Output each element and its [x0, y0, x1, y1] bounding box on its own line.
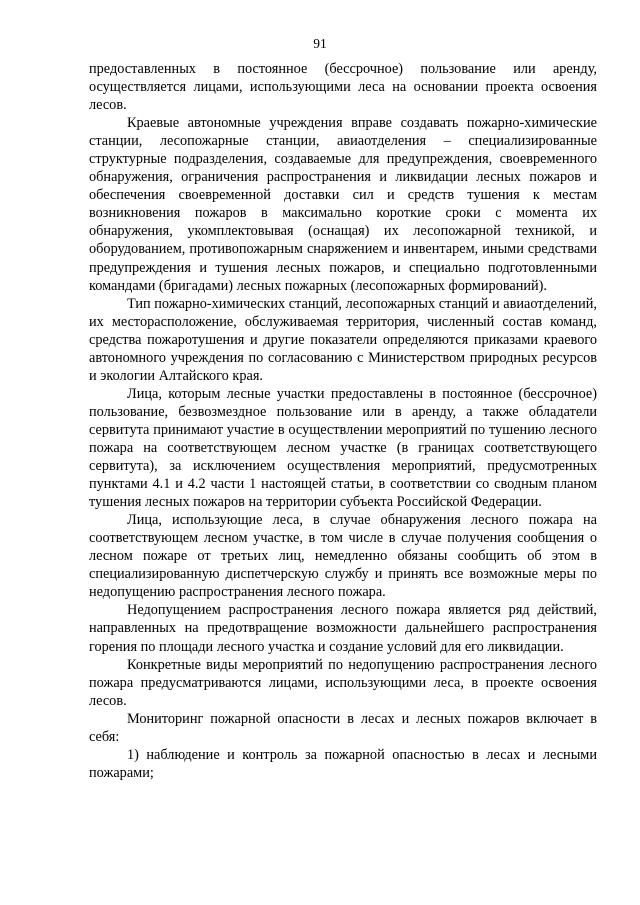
- document-body: [89, 60, 597, 782]
- paragraph-fire-detection: Лица, использующие леса, в случае обнаружения лесного пожара на соответствующем лесном участке, в том числе в случае получения сообщения о лесном пожаре от третьих лиц, немедленно обязаны сообщить об этом в специализированную диспетчерскую службу и принять все возможные меры по недопущению распространения лесного пожара.: [89, 512, 597, 601]
- page-number: 91: [313, 36, 327, 51]
- paragraph-plot-users: Лица, которым лесные участки предоставлены в постоянное (бессрочное) пользование, безвозмездное пользование или в аренду, а также обладатели сервитута принимают участие в осуществлении мероприятий по тушению лесного пожара на соответствующем лесном участке (в границах соответствующего сервитута), за исключением осуществления мероприятий, предусмотренных пунктами 4.1 и 4.2 части 1 настоящей статьи, в соответствии со сводным планом тушения лесных пожаров на территории субъекта Российской Федерации.: [89, 385, 597, 511]
- list-item-1: 1) наблюдение и контроль за пожарной опасностью в лесах и лесными пожарами;: [89, 746, 597, 781]
- paragraph-continuation: предоставленных в постоянное (бессрочное) пользование или аренду, осуществляется лицами, использующими леса на основании проекта освоения лесов.: [89, 61, 597, 114]
- paragraph-specific-measures: Конкретные виды мероприятий по недопущению распространения лесного пожара предусматриваются лицами, использующими леса, в проекте освоения лесов.: [89, 656, 597, 709]
- paragraph-autonomous-institutions: Краевые автономные учреждения вправе создавать пожарно-химические станции, лесопожарные станции, авиаотделения – специализированные структурные подразделения, создаваемые для предупреждения, своевременного обнаружения, ограничения распространения и ликвидации лесных пожаров и обеспечения своевременной доставки сил и средств тушения к местам возникновения пожаров в максимально короткие сроки с момента их обнаружения, укомплектовывая (оснащая) их лесопожарной техникой, и оборудованием, противопожарным снаряжением и инвентарем, иными средствами предупреждения и тушения лесных пожаров, и специально подготовленными командами (бригадами) лесных пожарных (лесопожарных формирований).: [89, 115, 597, 294]
- paragraph-station-types: Тип пожарно-химических станций, лесопожарных станций и авиаотделений, их месторасположение, обслуживаемая территория, численный состав команд, средства пожаротушения и другие показатели определяются приказами краевого автономного учреждения по согласованию с Министерством природных ресурсов и экологии Алтайского края.: [89, 295, 597, 384]
- paragraph-monitoring: Мониторинг пожарной опасности в лесах и лесных пожаров включает в себя:: [89, 710, 597, 745]
- paragraph-spread-prevention: Недопущением распространения лесного пожара является ряд действий, направленных на предотвращение возможности дальнейшего распространения горения по площади лесного участка и создание условий для его ликвидации.: [89, 602, 597, 655]
